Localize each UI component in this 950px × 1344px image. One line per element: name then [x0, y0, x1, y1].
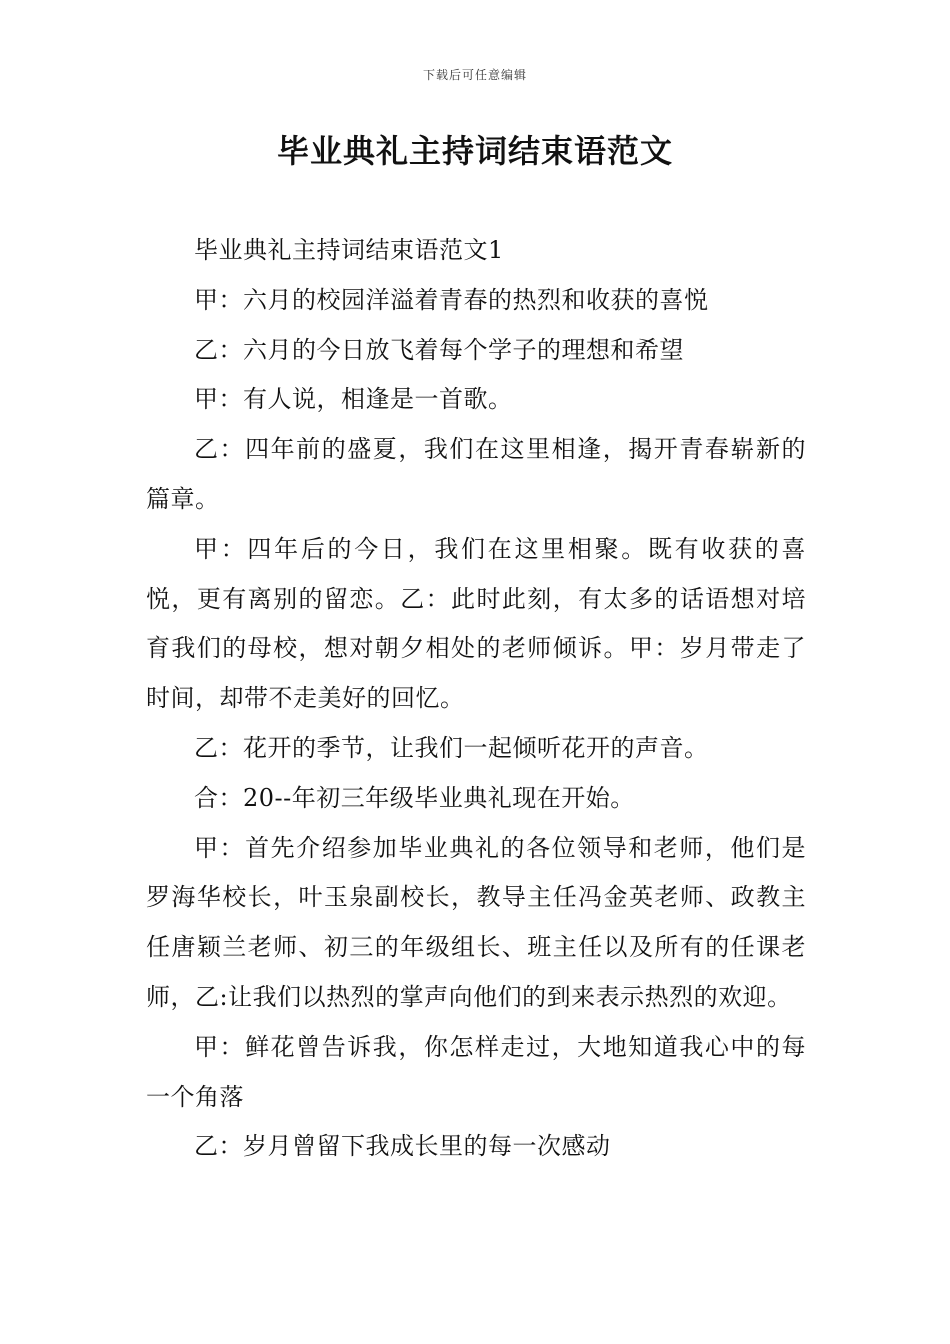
paragraph: 甲：六月的校园洋溢着青春的热烈和收获的喜悦 — [194, 285, 709, 314]
header-note: 下载后可任意编辑 — [422, 68, 527, 82]
paragraph: 乙：四年前的盛夏，我们在这里相逢，揭开青春崭新的篇章。 — [146, 435, 806, 513]
paragraph: 甲：首先介绍参加毕业典礼的各位领导和老师，他们是罗海华校长，叶玉泉副校长，教导主任冯金英老师、政教主任唐颖兰老师、初三的年级组长、班主任以及所有的任课老师，乙:让我们以热烈的掌声向他们的到来表示热烈的欢迎。 — [146, 833, 806, 1011]
paragraph: 甲：四年后的今日，我们在这里相聚。既有收获的喜悦，更有离别的留恋。乙：此时此刻，有太多的话语想对培育我们的母校，想对朝夕相处的老师倾诉。甲：岁月带走了时间，却带不走美好的回忆。 — [146, 534, 806, 713]
paragraph: 乙：六月的今日放飞着每个学子的理想和希望 — [194, 335, 684, 364]
paragraph: 乙：花开的季节，让我们一起倾听花开的声音。 — [194, 733, 709, 762]
paragraph-subtitle: 毕业典礼主持词结束语范文1 — [194, 236, 504, 264]
paragraph: 合：20--年初三年级毕业典礼现在开始。 — [194, 783, 635, 812]
paragraph: 乙：岁月曾留下我成长里的每一次感动 — [194, 1132, 611, 1161]
document-title: 毕业典礼主持词结束语范文 — [276, 132, 673, 170]
paragraph: 甲：有人说，相逢是一首歌。 — [194, 385, 513, 414]
document-body — [146, 226, 806, 1172]
paragraph: 甲：鲜花曾告诉我，你怎样走过，大地知道我心中的每一个角落 — [146, 1032, 806, 1111]
